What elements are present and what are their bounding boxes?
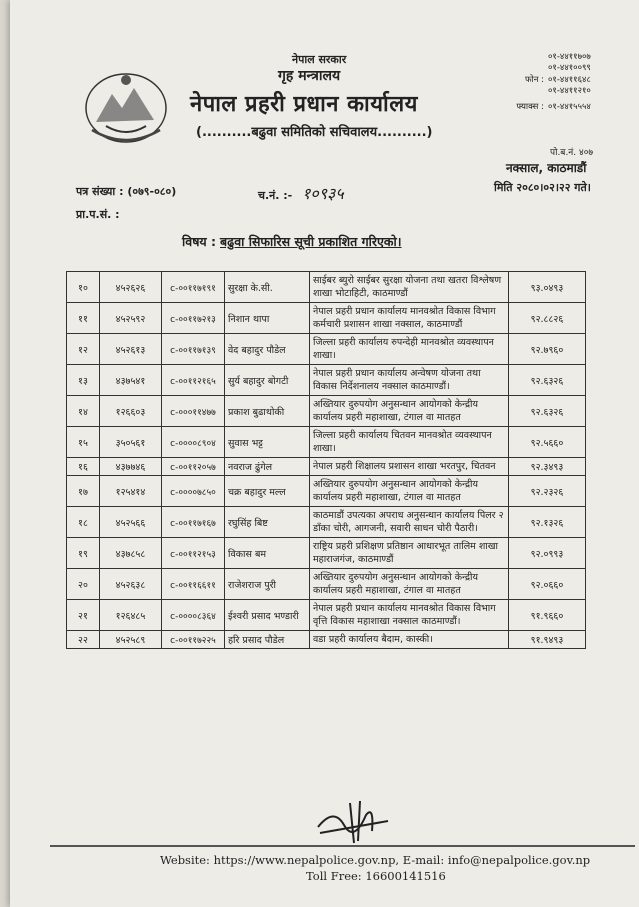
dispatch-number-label: च.नं. :-: [258, 189, 293, 202]
cell-name: चक्र बहादुर मल्ल: [225, 476, 310, 507]
cell-sn: १७: [67, 476, 100, 507]
cell-office: अख्तियार दुरुपयोग अनुसन्धान आयोगको केन्द्रीय कार्यालय प्रहरी महाशाखा, टंगाल वा मातहत: [310, 569, 509, 600]
cell-symbol: ४३७७४६: [100, 458, 162, 476]
letter-number-value: (०७९-०८०): [127, 185, 177, 198]
cell-symbol: ४५२६१३: [100, 334, 162, 365]
cell-office: साईबर ब्युरो साईबर सुरक्षा योजना तथा खतरा विश्लेषण शाखा भोटाहिटी, काठमाण्डौं: [310, 272, 509, 303]
table-row: [67, 365, 586, 396]
phone-number: ०१-४४११६४८: [548, 74, 591, 85]
cell-name: राजेशराज पुरी: [225, 569, 310, 600]
cell-code: c-००११२०५७: [162, 458, 225, 476]
cell-code: c-००११७१३९: [162, 334, 225, 365]
cell-name: ईश्वरी प्रसाद भण्डारी: [225, 600, 310, 631]
cell-symbol: १२६६०३: [100, 396, 162, 427]
cell-marks: ९२.३४९३: [509, 458, 586, 476]
promotion-list-table: [66, 271, 586, 649]
cell-marks: ९२.६३२६: [509, 396, 586, 427]
cell-symbol: ४५२५९२: [100, 303, 162, 334]
phone-number: ०१-४४११२१०: [548, 86, 591, 97]
cell-sn: १८: [67, 507, 100, 538]
cell-office: काठमाडौं उपत्यका अपराध अनुसन्धान कार्यालय पिलर २ डाँका चोरी, आगजनी, सवारी साधन चोरी पैठारी।: [310, 507, 509, 538]
cell-code: c-००००८९०४: [162, 427, 225, 458]
cell-symbol: ४३७५४१: [100, 365, 162, 396]
cell-sn: २१: [67, 600, 100, 631]
cell-office: वडा प्रहरी कार्यालय बैदाम, कास्की।: [310, 631, 509, 649]
table-row: [67, 631, 586, 649]
cell-marks: ९२.५६६०: [509, 427, 586, 458]
cell-symbol: ३५०५६१: [100, 427, 162, 458]
table-row: [67, 303, 586, 334]
cell-code: c-००००८३६४: [162, 600, 225, 631]
cell-marks: ९२.१३२६: [509, 507, 586, 538]
subject-line: [182, 233, 401, 250]
cell-sn: १०: [67, 272, 100, 303]
subject-label: विषय :: [182, 234, 217, 249]
cell-symbol: ४५२५६६: [100, 507, 162, 538]
cell-office: नेपाल प्रहरी प्रधान कार्यालय मानवश्रोत विकास विभाग वृत्ति विकास महाशाखा नक्साल काठमाण्डौं।: [310, 600, 509, 631]
cell-code: c-००११६६११: [162, 569, 225, 600]
ministry-name: गृह मन्त्रालय: [278, 68, 341, 84]
cell-office: राष्ट्रिय प्रहरी प्रशिक्षण प्रतिष्ठान आधारभूत तालिम शाखा महाराजगंज, काठमाण्डौं: [310, 538, 509, 569]
table-row: [67, 476, 586, 507]
cell-marks: ९१.९६६०: [509, 600, 586, 631]
office-title: नेपाल प्रहरी प्रधान कार्यालय: [190, 92, 418, 117]
cell-name: निशान थापा: [225, 303, 310, 334]
table-row: [67, 569, 586, 600]
cell-symbol: १२६४८५: [100, 600, 162, 631]
cell-code: c-००११७२२५: [162, 631, 225, 649]
table-row: [67, 427, 586, 458]
cell-symbol: ४५२६३८: [100, 569, 162, 600]
cell-office: अख्तियार दुरुपयोग अनुसन्धान आयोगको केन्द्रीय कार्यालय प्रहरी महाशाखा, टंगाल वा मातहत: [310, 476, 509, 507]
footer-toll-free: Toll Free: 16600141516: [306, 869, 446, 883]
cell-sn: १२: [67, 334, 100, 365]
cell-sn: ११: [67, 303, 100, 334]
letter-page: [10, 0, 639, 907]
letter-number: [76, 184, 176, 199]
table-row: [67, 396, 586, 427]
cell-sn: १३: [67, 365, 100, 396]
footer-divider: [50, 845, 635, 847]
government-name: नेपाल सरकार: [292, 53, 347, 66]
office-address: नक्साल, काठमाडौं: [506, 161, 587, 175]
cell-name: सुर्य बहादुर बोगटी: [225, 365, 310, 396]
cell-code: c-००११७१९१: [162, 272, 225, 303]
cell-marks: ९२.७९६०: [509, 334, 586, 365]
cell-marks: ९३.०४९३: [509, 272, 586, 303]
nepal-government-emblem-icon: [82, 66, 170, 146]
cell-marks: ९२.२३२६: [509, 476, 586, 507]
cell-sn: २२: [67, 631, 100, 649]
cell-office: अख्तियार दुरुपयोग अनुसन्धान आयोगको केन्द्रीय कार्यालय प्रहरी महाशाखा, टंगाल वा मातहत: [310, 396, 509, 427]
letter-date: मिति २०८०।०२।२२ गते।: [494, 181, 591, 194]
cell-office: नेपाल प्रहरी प्रधान कार्यालय मानवश्रोत विकास विभाग कर्मचारी प्रशासन शाखा नक्साल, काठमाण्डौं: [310, 303, 509, 334]
table-row: [67, 334, 586, 365]
cell-name: सुवास भट्ट: [225, 427, 310, 458]
table-row: [67, 538, 586, 569]
cell-sn: १९: [67, 538, 100, 569]
cell-symbol: ४५२५८९: [100, 631, 162, 649]
cell-office: नेपाल प्रहरी शिक्षालय प्रशासन शाखा भरतपुर, चितवन: [310, 458, 509, 476]
cell-marks: ९१.९४९३: [509, 631, 586, 649]
secretariat-name: (..........बढुवा समितिको सचिवालय..........): [196, 125, 433, 140]
cell-sn: २०: [67, 569, 100, 600]
fax-label: फ्याक्स :: [516, 101, 544, 112]
cell-office: जिल्ला प्रहरी कार्यालय चितवन मानवश्रोत व्यवस्थापन शाखा।: [310, 427, 509, 458]
footer-website: Website: https://www.nepalpolice.gov.np, E-mail: info@nepalpolice.gov.np: [160, 853, 591, 867]
signature-icon: [314, 797, 394, 847]
cell-code: c-००११२१६५: [162, 365, 225, 396]
cell-symbol: ४५२६२६: [100, 272, 162, 303]
table-row: [67, 458, 586, 476]
cell-code: c-००११७१६७: [162, 507, 225, 538]
dispatch-number-value: १०९३५: [302, 184, 344, 203]
cell-name: विकास बम: [225, 538, 310, 569]
cell-name: वेद बहादुर पौडेल: [225, 334, 310, 365]
prapa-label: प्रा.प.सं. :: [76, 208, 120, 221]
cell-name: नवराज ढुंगेल: [225, 458, 310, 476]
cell-name: रघुसिंह बिष्ट: [225, 507, 310, 538]
letter-number-label: पत्र संख्या :: [76, 185, 124, 198]
subject-text: बढुवा सिफारिस सूची प्रकाशित गरिएको।: [220, 234, 402, 249]
cell-code: c-००००७८५०: [162, 476, 225, 507]
cell-name: सुरक्षा के.सी.: [225, 272, 310, 303]
phone-label: फोन :: [524, 74, 544, 85]
table-row: [67, 507, 586, 538]
cell-code: c-००११७२१३: [162, 303, 225, 334]
phone-number: ०१-४४१००९९: [548, 63, 591, 74]
cell-sn: १६: [67, 458, 100, 476]
cell-sn: १५: [67, 427, 100, 458]
cell-office: जिल्ला प्रहरी कार्यालय रुपन्देही मानवश्रोत व्यवस्थापन शाखा।: [310, 334, 509, 365]
cell-marks: ९२.०६६०: [509, 569, 586, 600]
cell-symbol: ४३७८५८: [100, 538, 162, 569]
cell-name: प्रकाश बुढाथोकी: [225, 396, 310, 427]
cell-marks: ९२.६३२६: [509, 365, 586, 396]
cell-code: c-०००११४७७: [162, 396, 225, 427]
po-box: पो.ब.नं. ४०७: [550, 148, 594, 158]
cell-office: नेपाल प्रहरी प्रधान कार्यालय अन्वेषण योजना तथा विकास निर्देशनालय नक्साल काठमाण्डौं।: [310, 365, 509, 396]
cell-name: हरि प्रसाद पौडेल: [225, 631, 310, 649]
cell-code: c-००११२१५३: [162, 538, 225, 569]
dispatch-number: [258, 182, 344, 204]
fax-number: ०१-४४१५५५४: [548, 101, 591, 112]
contact-block: [506, 52, 591, 113]
cell-marks: ९२.८८२६: [509, 303, 586, 334]
cell-marks: ९२.०९९३: [509, 538, 586, 569]
cell-sn: १४: [67, 396, 100, 427]
cell-symbol: १२५४१४: [100, 476, 162, 507]
phone-number: ०१-४४११७०७: [548, 52, 591, 62]
table-row: [67, 272, 586, 303]
table-row: [67, 600, 586, 631]
